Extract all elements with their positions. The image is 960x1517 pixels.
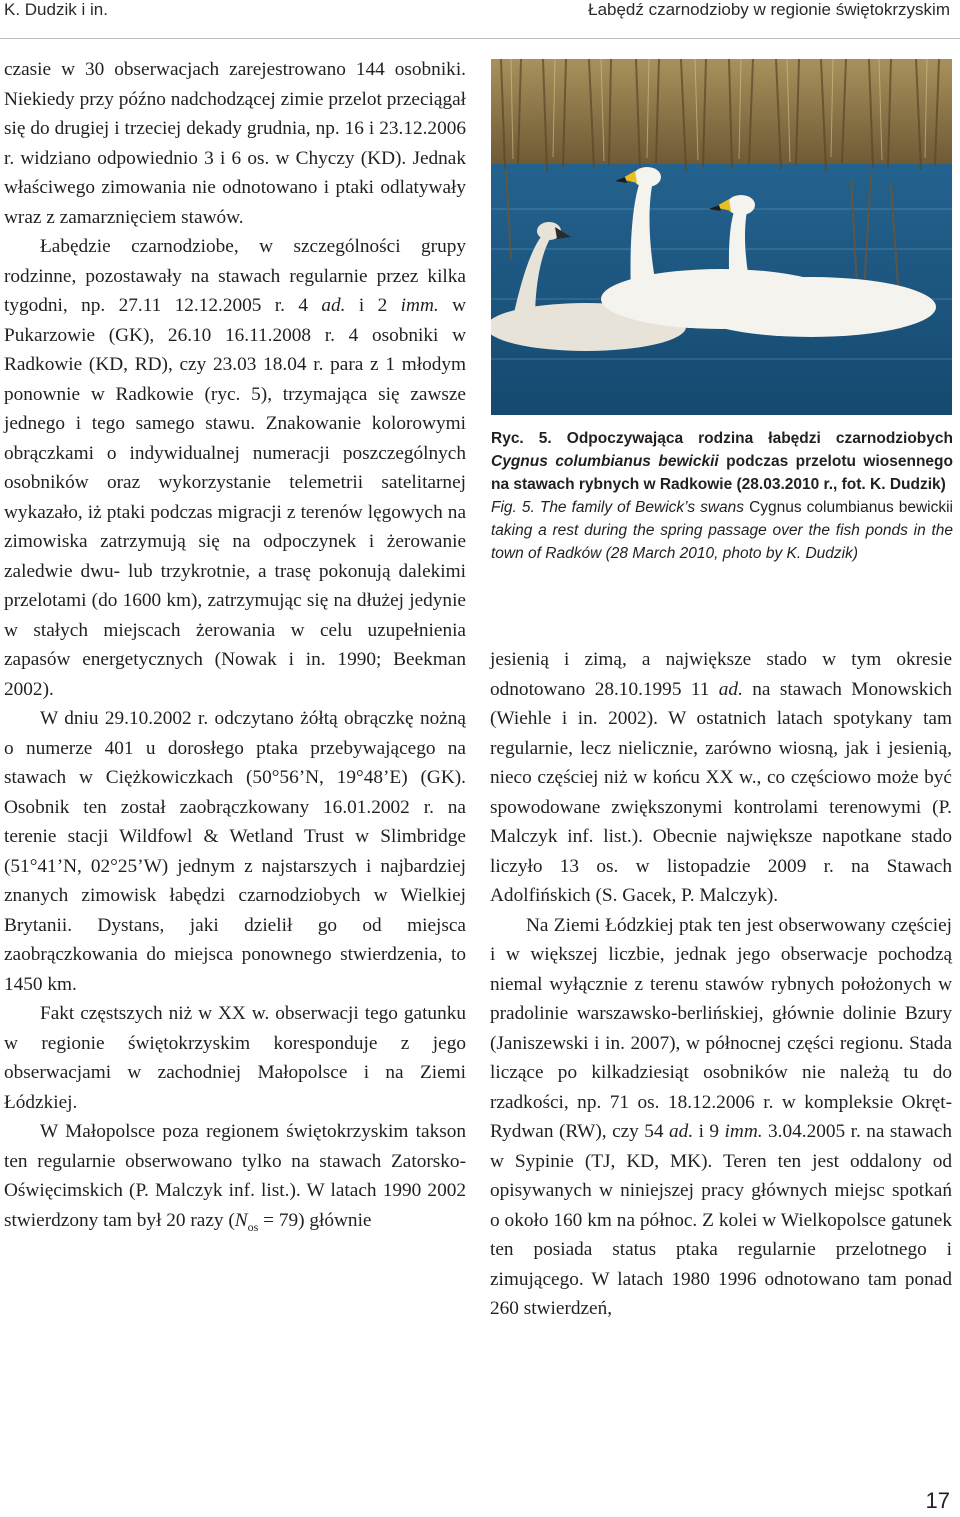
species-name: Cygnus columbianus bewickii bbox=[749, 499, 953, 516]
text-run: Odpoczywająca rodzina łabędzi czarnodziobych bbox=[551, 430, 953, 447]
italic-ad: ad. bbox=[718, 678, 743, 700]
header-authors: K. Dudzik i in. bbox=[4, 0, 108, 19]
italic-ad: ad. bbox=[669, 1121, 694, 1142]
text-run: Łabędzie czarnodziobe, w szczególności grupy rodzinne, pozostawały na stawach regularnie przez kilka tygodni, np. 27.11 12.12.2005 r. 4 bbox=[4, 236, 466, 316]
text-run: podczas przelotu wiosennego na stawach rybnych w Radkowie (28.03.2010 r., fot. K. Dudzik) bbox=[491, 453, 953, 493]
text-run: = 79) głównie bbox=[258, 1209, 372, 1231]
text-run: Na Ziemi Łódzkiej ptak ten jest obserwowany częściej i w większej liczbie, jednak jego obserwacje pochodzą niemal wyłącznie z terenu stawów rybnych położonych w pradolinie warszawsko-berlińskiej, głównie dolinie Bzury (Janiszewski i in. 2007), w północnej części regionu. Stada liczące po kilkadziesiąt osobników nie należą tu do rzadkości, np. 71 os. 18.12.2006 r. w kompleksie Okręt-Rydwan (RW), czy 54 bbox=[490, 914, 952, 1142]
caption-polish bbox=[491, 427, 953, 496]
header-title: Łabędź czarnodzioby w regionie świętokrzyskim bbox=[588, 0, 950, 19]
text-run: The family of Bewick’s swans bbox=[534, 499, 750, 516]
right-column bbox=[490, 645, 952, 1324]
left-paragraph-3: W dniu 29.10.2002 r. odczytano żółtą obrączkę nożną o numerze 401 u dorosłego ptaka przebywającego na stawach w Ciężkowiczkach (50°56’N, 19°48’E) (GK). Osobnik ten został zaobrączkowany 16.01.2002 r. na terenie stacji Wildfowl & Wetland Trust w Slimbridge (51°41’N, 02°25’W) jednym z najstarszych i najbardziej znanych zimowisk łabędzi czarnodziobych w Wielkiej Brytanii. Dystans, jaki dzielił go od miejsca zaobrączkowania do miejsca ponownego stwierdzenia, to 1450 km. bbox=[4, 708, 466, 995]
subscript-os: os bbox=[247, 1219, 259, 1234]
italic-ad: ad. bbox=[321, 295, 346, 316]
text-run: jesienią i zimą, a największe stado w tym okresie odnotowano 28.10.1995 11 bbox=[490, 649, 952, 700]
italic-n: N bbox=[234, 1209, 248, 1231]
text-run: i 9 bbox=[693, 1121, 725, 1142]
text-run: 3.04.2005 r. na stawach w Sypinie (TJ, KD, MK). Teren ten jest oddalony od opisywanych w niniejszej pracy głównych miejsc spotkań o około 160 km na północ. Z kolei w Wielkopolsce gatunek ten posiada status ptaka regularnie przelotnego i zimującego. W latach 1980 1996 odnotowano tam ponad 260 stwierdzeń, bbox=[490, 1121, 953, 1319]
caption-label: Ryc. 5. bbox=[491, 430, 552, 447]
text-run: na stawach Monowskich (Wiehle i in. 2002). W ostatnich latach spotykany tam regularnie, lecz nielicznie, zarówno wiosną, jak i jesienią, nieco częściej niż w końcu XX w., co częściowo może być spowodowane zwiększonymi kontrolami terenowymi (P. Malczyk inf. list.). Obecnie największe napotkane stado liczyło 13 os. w listopadzie 2009 r. na Stawach Adolfińskich (S. Gacek, P. Malczyk). bbox=[490, 678, 952, 906]
text-run: w Pukarzowie (GK), 26.10 16.11.2008 r. 4 osobniki w Radkowie (KD, RD), czy 23.03 18.04 r. para z 1 młodym ponownie w Radkowie (ryc. 5), trzymająca się zawsze jednego i tego samego stawu. Znakowanie kolorowymi obrączkami o indywidualnej numeracji poszczególnych osobników oraz wykorzystanie telemetrii satelitarnej wykazało, iż ptaki podczas migracji z terenów lęgowych na zimowiska zatrzymują się na odpoczynek i żerowanie zaledwie dwu- lub trzykrotnie, a trasę pokonują dalekimi przelotami (do 1600 km), zatrzymując się na dłużej jedynie w stałych miejscach żerowania w celu uzupełnienia zapasów energetycznych (Nowak i in. 1990; Beekman 2002). bbox=[4, 295, 466, 700]
swan-photo bbox=[491, 59, 952, 415]
reed-bed bbox=[491, 59, 952, 164]
swan-photo-image bbox=[491, 59, 952, 415]
left-paragraph-4: Fakt częstszych niż w XX w. obserwacji tego gatunku w regionie świętokrzyskim koresponduje z jego obserwacjami w zachodniej Małopolsce i na Ziemi Łódzkiej. bbox=[4, 1003, 466, 1113]
figure-caption bbox=[491, 427, 953, 565]
species-name: Cygnus columbianus bewickii bbox=[491, 453, 719, 470]
italic-imm: imm. bbox=[724, 1121, 763, 1142]
right-paragraph-2 bbox=[490, 911, 952, 1324]
italic-imm: imm. bbox=[400, 295, 439, 316]
text-run: i 2 bbox=[345, 295, 401, 316]
page-number: 17 bbox=[925, 1488, 950, 1513]
text-run: W Małopolsce poza regionem świętokrzyskim takson ten regularnie obserwowano tylko na stawach Zatorsko-Oświęcimskich (P. Malczyk inf. list.). W latach 1990 2002 stwierdzony tam był 20 razy ( bbox=[4, 1121, 466, 1231]
text-run: taking a rest during the spring passage over the fish ponds in the town of Radków (28 March 2010, photo by K. Dudzik) bbox=[491, 522, 953, 562]
left-column bbox=[4, 55, 466, 1242]
caption-english bbox=[491, 496, 953, 565]
caption-label: Fig. 5. bbox=[491, 499, 535, 516]
right-paragraph-1 bbox=[490, 645, 952, 911]
running-header bbox=[0, 0, 960, 39]
left-paragraph-2 bbox=[4, 232, 466, 704]
left-paragraph-5 bbox=[4, 1117, 466, 1242]
left-paragraph-1: czasie w 30 obserwacjach zarejestrowano 144 osobniki. Niekiedy przy późno nadchodzącej zimie przelot przeciągał się do drugiej i trzeciej dekady grudnia, np. 16 i 23.12.2006 r. widziano odpowiednio 3 i 6 os. w Chyczy (KD). Jednak właściwego zimowania nie odnotowano i ptaki odlatywały wraz z zamarznięciem stawów. bbox=[4, 59, 466, 228]
